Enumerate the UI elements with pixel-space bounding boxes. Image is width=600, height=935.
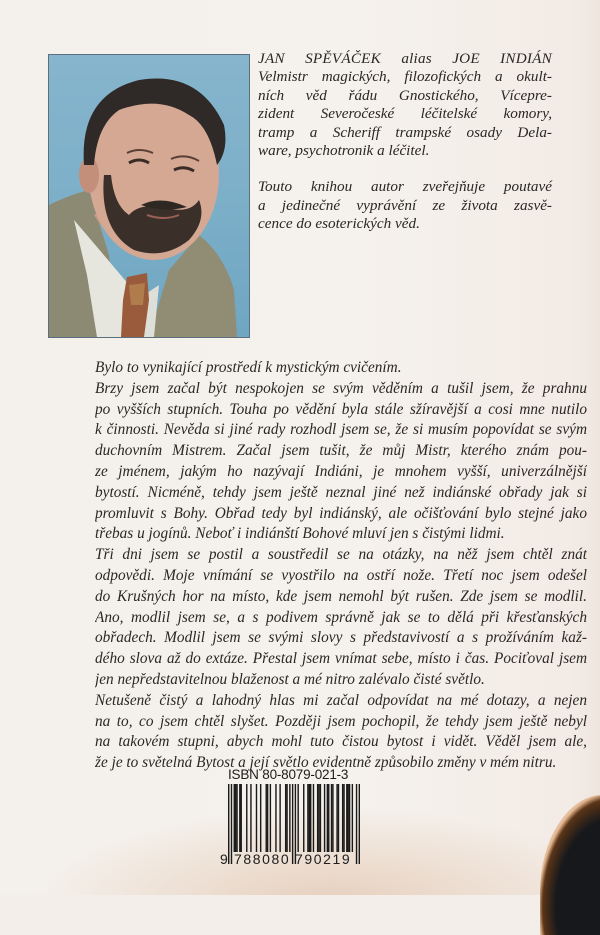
- barcode-guard-bar: [231, 784, 232, 864]
- barcode-bar: [324, 784, 325, 852]
- blurb-line: Touto knihou autor zveřejňuje poutavé: [258, 178, 552, 196]
- barcode-bar: [313, 784, 314, 852]
- bio-line: Velmistr magických, filozofických a okult-: [258, 68, 552, 86]
- barcode-bar: [266, 784, 267, 852]
- blurb-line: a jedinečné vyprávění ze života zasvě-: [258, 196, 552, 214]
- excerpt-line: Ano, modlil jsem se, a s podivem správně jak se to dělá při křesťanských: [95, 608, 587, 626]
- bio-line: tramp a Scheriff trampské osady Dela-: [258, 123, 552, 141]
- barcode-bar: [328, 784, 329, 852]
- barcode-bar: [239, 784, 240, 852]
- excerpt-line: do Krušných hor na místo, kde jsem nemohl být rušen. Zde jsem se modlil.: [95, 587, 587, 605]
- barcode-bar: [349, 784, 350, 852]
- excerpt-line: Netušeně čistý a lahodný hlas mi začal odpovídat na mé dotazy, a nejen: [95, 691, 587, 709]
- barcode-bar: [297, 784, 298, 852]
- excerpt-line: ze jménem, jakým ho nazývají Indiáni, je mnohem vyšší, univerzálnější: [95, 462, 587, 480]
- barcode-bar: [332, 784, 333, 852]
- author-photo: [48, 54, 250, 338]
- excerpt-line: třebas u jogínů. Neboť i indiánští Bohové mluví jen s čistými lidmi.: [95, 525, 505, 543]
- excerpt-line: Brzy jsem začal být nespokojen se svým věděním a tušil jsem, že prahnu: [95, 379, 587, 397]
- barcode-bar: [317, 784, 318, 852]
- barcode-bar: [346, 784, 347, 852]
- barcode-bar: [275, 784, 276, 852]
- barcode-bar: [260, 784, 261, 852]
- barcode-guard-bar: [356, 784, 357, 864]
- barcode-bar: [235, 784, 236, 852]
- excerpt-line: k činnosti. Nevěda si jiné rady rozhodl jsem se, že si musím popovídat se svým: [95, 421, 587, 439]
- author-portrait-illustration: [49, 55, 249, 337]
- barcode-bar: [267, 784, 268, 852]
- barcode-bar: [303, 784, 304, 852]
- barcode-bar: [270, 784, 271, 852]
- bio-line: ware, psychotronik a léčitel.: [258, 142, 430, 160]
- barcode-guard-bar: [292, 784, 293, 864]
- barcode-guard-bar: [359, 784, 360, 864]
- blurb-line: cence do esoterických věd.: [258, 215, 420, 233]
- barcode-bar: [234, 784, 235, 852]
- excerpt-line: duchovním Mistrem. Začal jsem tušit, že můj Mistr, kterého znám pou-: [95, 442, 587, 460]
- author-name-line: JAN SPĚVÁČEK alias JOE INDIÁN: [258, 50, 552, 67]
- book-blurb: [258, 178, 552, 233]
- barcode-bar: [246, 784, 247, 852]
- barcode-bar: [343, 784, 344, 852]
- page-corner-shadow: [540, 795, 600, 935]
- barcode-bar: [236, 784, 237, 852]
- bio-line: zident Severočeské léčitelské komory,: [258, 105, 552, 123]
- tie-pattern: [129, 283, 145, 305]
- barcode-bar: [320, 784, 321, 852]
- excerpt-line: promluvit s Bohy. Obřad tedy byl indiánský, ale očišťování bylo stejné jako: [95, 504, 587, 522]
- author-bio: [258, 50, 552, 160]
- excerpt-line: odpovědi. Moje vnímání se vyostřilo na ostří nože. Třetí noc jsem odešel: [95, 566, 587, 584]
- barcode-bar: [327, 784, 328, 852]
- barcode-bar: [289, 784, 290, 852]
- barcode-bar: [307, 784, 308, 852]
- excerpt-line: bytostí. Nicméně, tehdy jsem ještě neznal jiné než indiánské obřady jak si: [95, 483, 587, 501]
- barcode-bar: [286, 784, 287, 852]
- barcode-bar: [279, 784, 280, 852]
- excerpt-line: dého slova až do extáze. Přestal jsem vnímat sebe, místo i čas. Pociťoval jsem: [95, 650, 587, 668]
- barcode-bar: [256, 784, 257, 852]
- barcode-bar: [352, 784, 353, 852]
- excerpt-line: na takovém stupni, abych mohl tuto čistou bytost i vidět. Věděl jsem ale,: [95, 733, 587, 751]
- bio-line: ních věd řádu Gnostického, Vícepre-: [258, 86, 552, 104]
- barcode-bar: [241, 784, 242, 852]
- excerpt-line: že je to světelná Bytost a její světlo evidentně způsobilo změny v mém nitru.: [95, 754, 557, 772]
- barcode-guard-bar: [228, 784, 229, 864]
- barcode-bar: [310, 784, 311, 852]
- barcode-bar: [336, 784, 337, 852]
- ean-right-group: 790219: [295, 851, 352, 867]
- isbn-barcode: [222, 767, 362, 877]
- author-intro: [258, 50, 552, 234]
- barcode-bar: [309, 784, 310, 852]
- excerpt-line: Bylo to vynikající prostředí k mystickým cvičením.: [95, 359, 402, 376]
- barcode-bar: [285, 784, 286, 852]
- barcode-bar: [347, 784, 348, 852]
- book-excerpt: [95, 358, 587, 774]
- excerpt-line: obřadech. Modlil jsem se svými slovy s představivostí a s prožíváním kaž-: [95, 629, 587, 647]
- ean-first-digit: 9: [220, 851, 228, 867]
- spacer: [258, 160, 552, 178]
- excerpt-line: Tři dni jsem se postil a soustředil se na otázky, na něž jsem chtěl znát: [95, 546, 587, 564]
- barcode-bar: [318, 784, 319, 852]
- barcode-bar: [331, 784, 332, 852]
- ean-left-group: 788080: [234, 851, 291, 867]
- barcode-bar: [338, 784, 339, 852]
- barcode-bar: [342, 784, 343, 852]
- excerpt-line: na to, co jsem chtěl slyšet. Později jsem pochopil, že tehdy jsem ještě nebyl: [95, 712, 587, 730]
- excerpt-line: po vyšších stupních. Touha po vědění byla stále sžíravější a cosi mne nutilo: [95, 400, 587, 418]
- barcode-bar: [250, 784, 251, 852]
- isbn-label: ISBN 80-8079-021-3: [228, 767, 349, 782]
- excerpt-line: jen nepředstavitelnou blaženost a mé nitro zalévalo čisté světlo.: [95, 670, 485, 688]
